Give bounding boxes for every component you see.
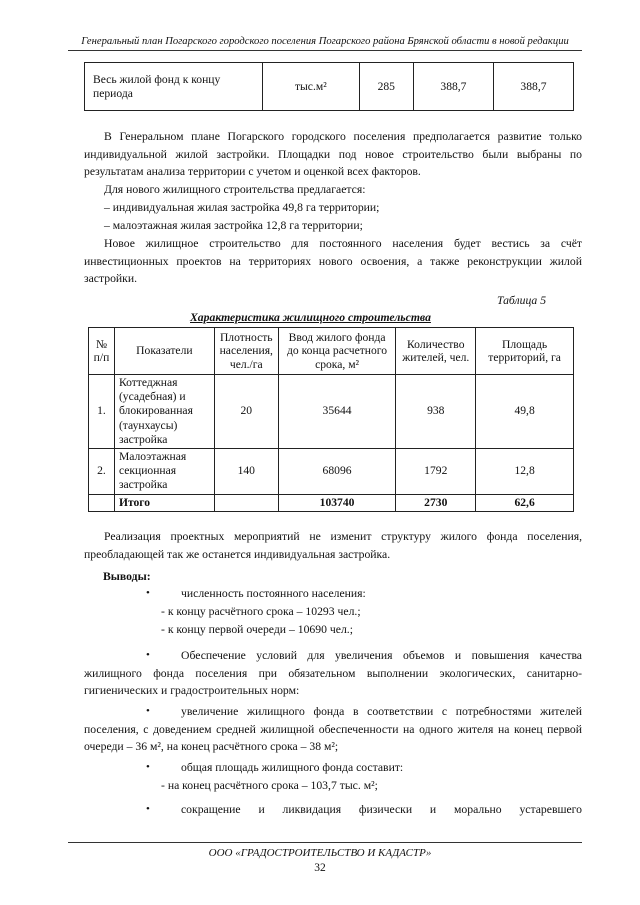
bullet-icon: • [146, 587, 150, 599]
cell-area: 12,8 [476, 449, 574, 495]
table-row [89, 449, 574, 495]
table-row [85, 63, 574, 111]
conclusion-total-area-value: - на конец расчётного срока – 103,7 тыс. м²; [161, 779, 378, 792]
cell-density: 140 [214, 449, 278, 495]
cell-residents: 1792 [396, 449, 476, 495]
row-label: Весь жилой фонд к концу периода [85, 63, 263, 111]
cell-total-area: 62,6 [476, 494, 574, 511]
col-header-density: Плотность населения, чел./га [214, 328, 278, 375]
cell-density [214, 494, 278, 511]
paragraph-lowrise: – малоэтажная жилая застройка 12,8 га территории; [104, 219, 363, 232]
page-footer: ООО «ГРАДОСТРОИТЕЛЬСТВО И КАДАСТР» [208, 847, 432, 859]
conclusion-conditions: Обеспечение условий для увеличения объемов и повышения качества жилищного фонда поселения при обязательном выполнении экологических, санитарно-гигиенических и градостроительных норм: [84, 649, 582, 698]
bullet-icon: • [146, 649, 150, 661]
table-row [89, 375, 574, 449]
col-header-indicator: Показатели [114, 328, 214, 375]
conclusion-reduction: сокращение и ликвидация физически и морально устаревшего [181, 803, 582, 816]
cell-density: 20 [214, 375, 278, 449]
cell-name: Коттеджная (усадебная) и блокированная (таунхаусы) застройка [114, 375, 214, 449]
conclusion-population-first: - к концу первой очереди – 10690 чел.; [161, 623, 353, 636]
paragraph-plan: В Генеральном плане Погарского городского поселения предполагается развитие только индивидуальной жилой застройки. Площадки под новое строительство были выбраны по результатам анализа территории с учетом и оценкой всех факторов. [84, 130, 582, 179]
conclusion-population: численность постоянного населения: [181, 587, 366, 600]
cell-total-label: Итого [114, 494, 214, 511]
col-header-num: № п/п [89, 328, 115, 375]
row-value-2: 388,7 [413, 63, 493, 111]
footer-divider [68, 842, 582, 843]
housing-stock-table-fragment [84, 62, 574, 111]
row-value-3: 388,7 [493, 63, 573, 111]
table-title: Характеристика жилищного строительства [190, 311, 431, 324]
col-header-residents: Количество жителей, чел. [396, 328, 476, 375]
cell-name: Малоэтажная секционная застройка [114, 449, 214, 495]
cell-total-input: 103740 [278, 494, 396, 511]
cell-input: 35644 [278, 375, 396, 449]
cell-total-residents: 2730 [396, 494, 476, 511]
page-header: Генеральный план Погарского городского поселения Погарского района Брянской области в новой редакции [68, 36, 582, 51]
paragraph-proposal-intro: Для нового жилищного строительства предлагается: [104, 183, 366, 196]
col-header-input: Ввод жилого фонда до конца расчетного срока, м² [278, 328, 396, 375]
page-number: 32 [314, 862, 326, 874]
bullet-icon: • [146, 705, 150, 717]
conclusion-increase: увеличение жилищного фонда в соответствии с потребностями жителей поселения, с доведением средней жилищной обеспеченности на одного жителя на конец первой очереди – 36 м², на конец расчётного срока – 38 м²; [84, 705, 582, 754]
bullet-icon: • [146, 803, 150, 815]
paragraph-realization: Реализация проектных мероприятий не изменит структуру жилого фонда поселения, преобладающей так же останется индивидуальная застройка. [84, 530, 582, 561]
bullet-icon: • [146, 761, 150, 773]
cell-num: 1. [89, 375, 115, 449]
conclusions-title: Выводы: [103, 570, 151, 583]
cell-input: 68096 [278, 449, 396, 495]
conclusion-population-final: - к концу расчётного срока – 10293 чел.; [161, 605, 361, 618]
conclusion-total-area: общая площадь жилищного фонда составит: [181, 761, 404, 774]
table-number: Таблица 5 [497, 294, 547, 307]
row-unit: тыс.м² [263, 63, 360, 111]
paragraph-new-construction: Новое жилищное строительство для постоянного населения будет вестись за счёт инвестиционных проектов на территориях нового освоения, а также реконструкции жилой застройки. [84, 237, 582, 286]
cell-area: 49,8 [476, 375, 574, 449]
col-header-area: Площадь территорий, га [476, 328, 574, 375]
paragraph-individual: – индивидуальная жилая застройка 49,8 га территории; [104, 201, 380, 214]
table-total-row [89, 494, 574, 511]
table-header-row [89, 328, 574, 375]
cell-num [89, 494, 115, 511]
row-value-1: 285 [359, 63, 413, 111]
housing-construction-table [88, 327, 574, 512]
cell-num: 2. [89, 449, 115, 495]
cell-residents: 938 [396, 375, 476, 449]
